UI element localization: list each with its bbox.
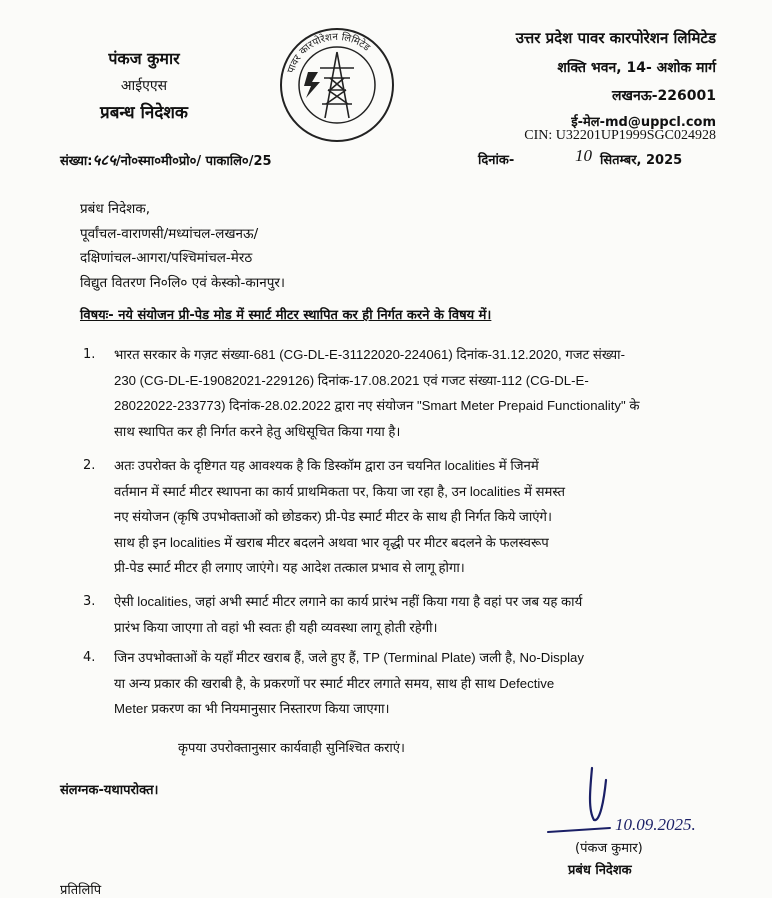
paragraph-line: वर्तमान में स्मार्ट मीटर स्थापना का कार्य प्राथमिकता पर, किया जा रहा है, उन localities में समस्त	[114, 483, 566, 499]
company-email: ई-मेल-md@uppcl.com	[571, 115, 716, 130]
date-month-year: सितम्बर, 2025	[600, 153, 683, 168]
paragraph-line: नए संयोजन (कृषि उपभोक्ताओं को छोडकर) प्री-पेड स्मार्ट मीटर के साथ ही निर्गत किये जाएंगे।	[114, 509, 552, 524]
paragraph-number: 1.	[83, 347, 96, 362]
logo-ring-text: पावर कारपोरेशन लिमिटेड	[285, 31, 372, 75]
paragraph-number: 2.	[83, 458, 96, 473]
company-name: उत्तर प्रदेश पावर कारपोरेशन लिमिटेड	[515, 29, 716, 47]
pylon-icon	[320, 52, 354, 118]
paragraph-line: जिन उपभोक्ताओं के यहाँ मीटर खराब हैं, जले हुए हैं, TP (Terminal Plate) जली है, No-Display	[114, 650, 584, 665]
signatory-name: (पंकज कुमार)	[575, 841, 643, 856]
paragraph-line: 230 (CG-DL-E-19082021-229126) दिनांक-17.08.2021 एवं गजट संख्या-112 (CG-DL-E-	[114, 372, 589, 388]
company-city: लखनऊ-226001	[612, 88, 716, 104]
paragraph-line: अतः उपरोक्त के दृष्टिगत यह आवश्यक है कि डिस्कॉम द्वारा उन चयनित localities में जिनमें	[114, 458, 539, 473]
copy-to-label: प्रतिलिपि	[60, 883, 102, 898]
paragraph-line: Meter प्रकरण का भी नियमानुसार निस्तारण किया जाएगा।	[114, 701, 390, 716]
reference-label: संख्या:	[60, 154, 93, 169]
sender-name: पंकज कुमार	[108, 49, 180, 68]
subject-line: विषयः- नये संयोजन प्री-पेड मोड में स्मार्ट मीटर स्थापित कर ही निर्गत करने के विषय में।	[80, 308, 492, 323]
date-day: 10	[575, 146, 592, 165]
reference-handwritten-no: ५८५	[92, 153, 116, 169]
paragraph-line: साथ ही इन localities में खराब मीटर बदलने अथवा भार वृद्धी पर मीटर बदलने के फलस्वरूप	[114, 534, 549, 550]
paragraph-3	[114, 589, 704, 640]
company-address: शक्ति भवन, 14- अशोक मार्ग	[557, 60, 716, 76]
reference-rest: /नो०स्मा०मी०प्रो०/ पाकालि०/25	[115, 154, 272, 169]
request-line: कृपया उपरोक्तानुसार कार्यवाही सुनिश्चित कराएं।	[178, 741, 405, 756]
paragraph-line: साथ स्थापित कर ही निर्गत करने हेतु अधिसूचित किया गया है।	[114, 423, 401, 439]
signature-date: 10.09.2025.	[615, 815, 696, 834]
addressee-line: पूर्वांचल-वाराणसी/मध्यांचल-लखनऊ/	[80, 225, 259, 242]
uppcl-logo	[278, 26, 396, 144]
enclosure-line: संलग्नक-यथापरोक्त।	[60, 783, 159, 798]
company-block	[516, 22, 716, 136]
sender-designation: आईएएस	[120, 78, 168, 94]
addressee-block	[80, 197, 285, 295]
paragraph-line: प्री-पेड स्मार्ट मीटर ही लगाए जाएंगे। यह आदेश तत्काल प्रभाव से लागू होगा।	[114, 560, 465, 575]
reference-number	[60, 150, 272, 170]
paragraph-4	[114, 645, 704, 722]
paragraph-line: या अन्य प्रकार की खराबी है, के प्रकरणों पर स्मार्ट मीटर लगाते समय, साथ ही साथ Defective	[114, 675, 555, 691]
addressee-line: दक्षिणांचल-आगरा/पश्चिमांचल-मेरठ	[80, 250, 253, 266]
paragraph-number: 4.	[83, 650, 96, 665]
date-label: दिनांक-	[478, 153, 515, 168]
addressee-line: विद्युत वितरण नि०लि० एवं केस्को-कानपुर।	[80, 274, 286, 291]
handwritten-signature	[540, 760, 730, 850]
addressee-line: प्रबंध निदेशक,	[80, 201, 150, 217]
paragraph-line: ऐसी localities, जहां अभी स्मार्ट मीटर लगाने का कार्य प्रारंभ नहीं किया गया है वहां पर जब यह कार्य	[114, 594, 583, 609]
company-cin: CIN: U32201UP1999SGC024928	[524, 128, 716, 143]
paragraph-line: 28022022-233773) दिनांक-28.02.2022 द्वारा नए संयोजन "Smart Meter Prepaid Functionality" के	[114, 398, 640, 413]
sender-post: प्रबन्ध निदेशक	[100, 103, 188, 123]
paragraph-number: 3.	[83, 594, 96, 609]
lightning-bolt-icon	[304, 72, 320, 98]
signatory-post: प्रबंध निदेशक	[568, 863, 632, 878]
sender-block	[44, 44, 244, 128]
paragraph-1	[114, 342, 704, 444]
paragraph-2	[114, 453, 704, 581]
paragraph-line: प्रारंभ किया जाएगा तो वहां भी स्वतः ही यही व्यवस्था लागू होती रहेगी।	[114, 619, 438, 635]
paragraph-line: भारत सरकार के गज़ट संख्या-681 (CG-DL-E-31122020-224061) दिनांक-31.12.2020, गजट संख्या-	[114, 347, 625, 362]
